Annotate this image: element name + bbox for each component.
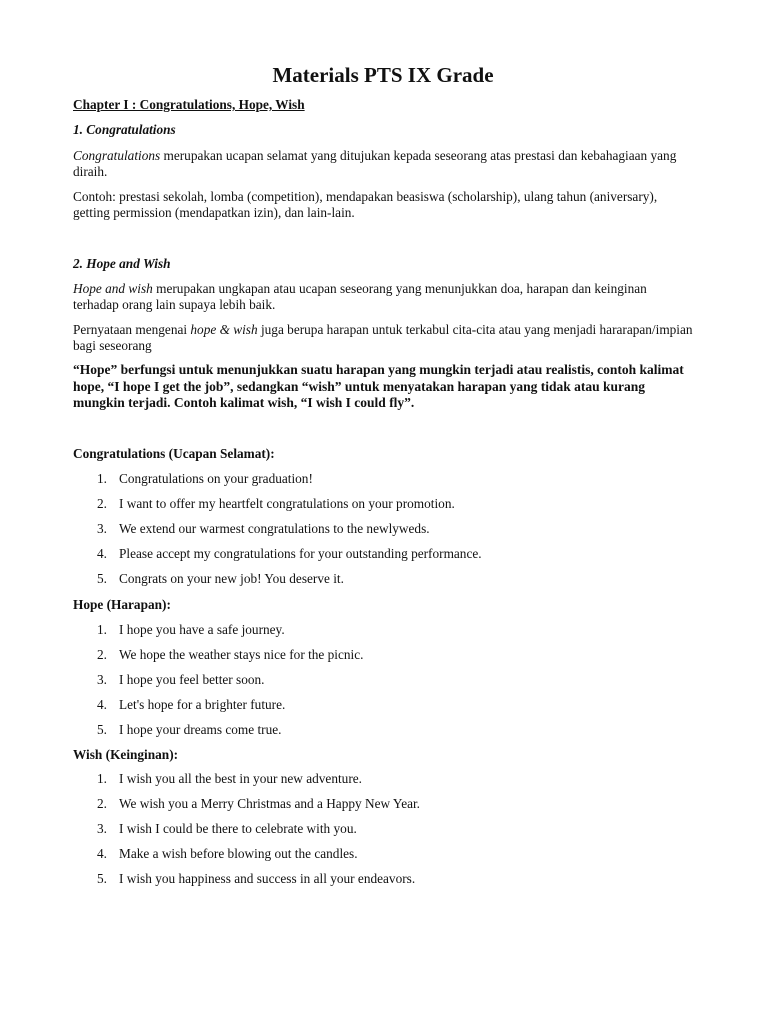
list-text: Congratulations on your graduation! <box>119 471 313 486</box>
list-number: 1. <box>97 622 107 637</box>
hope-wish-definition <box>73 281 693 313</box>
hope-wish-statement <box>73 322 693 354</box>
examples-text: Contoh: prestasi sekolah, lomba (competition), mendapakan beasiswa (scholarship), ulang tahun (aniversary), getting permission (mendapatkan izin), dan lain-lain. <box>73 189 658 220</box>
list-number: 3. <box>97 672 107 687</box>
list-text: We wish you a Merry Christmas and a Happy New Year. <box>119 796 421 811</box>
list-text: I hope you have a safe journey. <box>119 622 285 637</box>
list-number: 2. <box>97 647 107 662</box>
list-text: We hope the weather stays nice for the picnic. <box>119 647 364 662</box>
congratulations-list-heading: Congratulations (Ucapan Selamat): <box>73 446 275 461</box>
chapter-heading: Chapter I : Congratulations, Hope, Wish <box>73 97 305 112</box>
list-text: Let's hope for a brighter future. <box>119 697 286 712</box>
list-number: 3. <box>97 821 107 836</box>
wish-list-heading: Wish (Keinginan): <box>73 747 179 762</box>
list-text: I want to offer my heartfelt congratulations on your promotion. <box>119 496 455 511</box>
list-number: 2. <box>97 496 107 511</box>
term-hope-and-wish: Hope and wish <box>73 281 153 296</box>
congratulations-definition <box>73 148 693 180</box>
list-number: 1. <box>97 471 107 486</box>
list-text: I wish you all the best in your new adventure. <box>119 771 362 786</box>
list-number: 4. <box>97 697 107 712</box>
section-heading-hope-wish: 2. Hope and Wish <box>73 256 171 271</box>
list-number: 2. <box>97 796 107 811</box>
list-number: 1. <box>97 771 107 786</box>
hope-vs-wish-note: “Hope” berfungsi untuk menunjukkan suatu harapan yang mungkin terjadi atau realistis, contoh kalimat hope, “I hope I get the job”, sedangkan “wish” untuk menyatakan harapan yang tidak atau kurang mungkin terjadi. Contoh kalimat wish, “I wish I could fly”. <box>73 362 684 410</box>
list-text: We extend our warmest congratulations to the newlyweds. <box>119 521 430 536</box>
list-number: 5. <box>97 571 107 586</box>
list-text: I wish you happiness and success in all your endeavors. <box>119 871 416 886</box>
list-text: Please accept my congratulations for your outstanding performance. <box>119 546 482 561</box>
list-text: Make a wish before blowing out the candles. <box>119 846 358 861</box>
list-text: I hope your dreams come true. <box>119 722 282 737</box>
statement-text-rest: juga berupa harapan untuk terkabul cita-cita atau yang menjadi hararapan/impian bagi seseorang <box>73 322 693 353</box>
section-heading-congratulations: 1. Congratulations <box>73 122 176 137</box>
list-text: Congrats on your new job! You deserve it. <box>119 571 344 586</box>
list-text: I wish I could be there to celebrate with you. <box>119 821 357 836</box>
list-number: 4. <box>97 546 107 561</box>
list-number: 5. <box>97 871 107 886</box>
statement-text: Pernyataan mengenai <box>73 322 191 337</box>
list-number: 5. <box>97 722 107 737</box>
list-number: 3. <box>97 521 107 536</box>
hope-list-heading: Hope (Harapan): <box>73 597 171 612</box>
term-hope-wish: hope & wish <box>190 322 258 337</box>
term-congratulations: Congratulations <box>73 148 161 163</box>
page-title: Materials PTS IX Grade <box>272 63 494 87</box>
list-text: I hope you feel better soon. <box>119 672 265 687</box>
definition-text: merupakan ucapan selamat yang ditujukan kepada seseorang atas prestasi dan kebahagiaan yang diraih. <box>73 148 677 179</box>
definition-text: merupakan ungkapan atau ucapan seseorang yang menunjukkan doa, harapan dan keinginan terhadap orang lain supaya lebih baik. <box>73 281 647 312</box>
list-number: 4. <box>97 846 107 861</box>
congratulations-examples <box>73 189 693 221</box>
